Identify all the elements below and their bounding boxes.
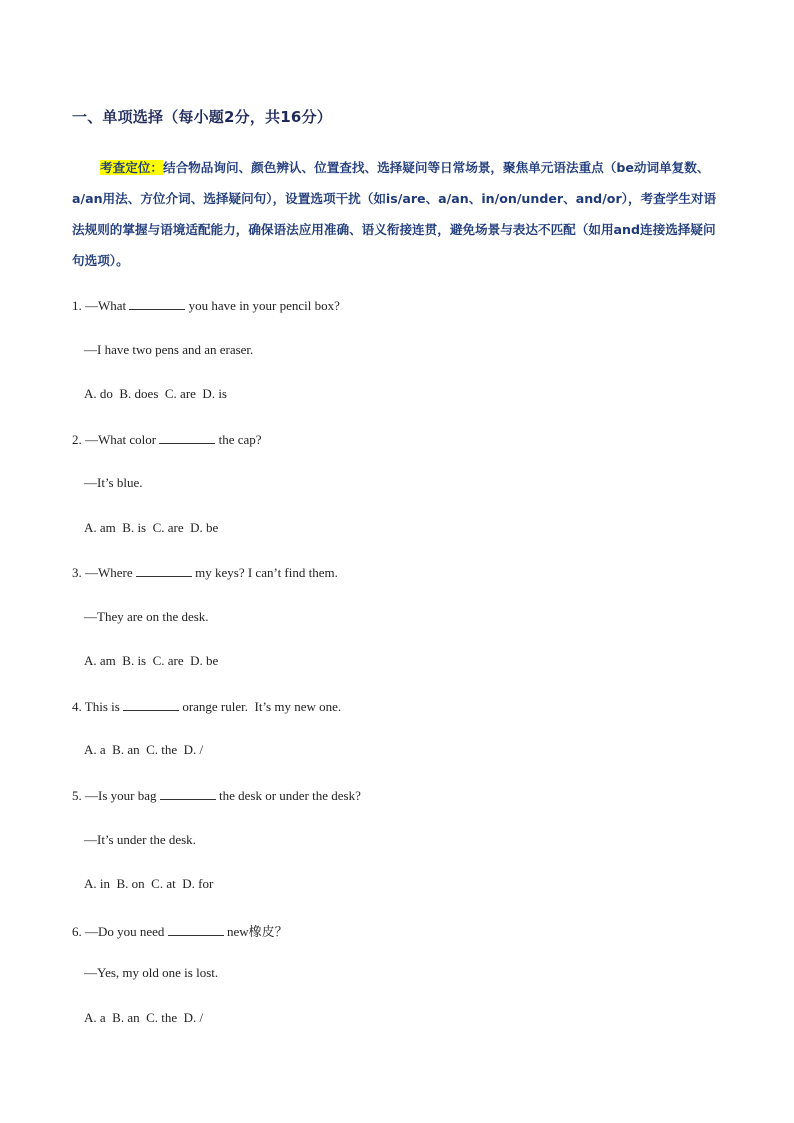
answer-blank — [159, 431, 215, 444]
question-number: 3. — [72, 565, 82, 580]
question-6-reply: —Yes, my old one is lost. — [84, 965, 219, 980]
question-4-prompt — [72, 698, 341, 715]
section-title: 一、单项选择（每小题2分，共16分） — [72, 108, 332, 126]
question-5-prompt — [72, 787, 361, 804]
answer-blank — [129, 297, 185, 310]
question-2-prompt — [72, 431, 262, 448]
question-2-reply: —It’s blue. — [84, 475, 143, 490]
question-text-before: —Where — [85, 565, 133, 580]
question-number: 4. — [72, 699, 82, 714]
question-4-options: A. a B. an C. the D. / — [84, 742, 204, 757]
question-text-after: the desk or under the desk? — [219, 788, 361, 803]
question-text-before: —Do you need — [85, 924, 165, 939]
question-3-options: A. am B. is C. are D. be — [84, 653, 219, 668]
question-text-after: my keys? I can’t find them. — [195, 565, 338, 580]
question-3-reply: —They are on the desk. — [84, 609, 209, 624]
question-text-after: you have in your pencil box? — [188, 298, 340, 313]
question-number: 1. — [72, 298, 82, 313]
question-text-before: This is — [84, 699, 120, 714]
question-6-options: A. a B. an C. the D. / — [84, 1010, 204, 1025]
question-text-after: new橡皮？ — [226, 924, 288, 939]
question-text-before: —Is your bag — [85, 788, 157, 803]
question-text-before: —What color — [85, 432, 157, 447]
question-2-options: A. am B. is C. are D. be — [84, 520, 219, 535]
question-number: 5. — [72, 788, 82, 803]
question-text-before: —What — [85, 298, 127, 313]
question-5-reply: —It’s under the desk. — [84, 832, 196, 847]
question-6-prompt — [72, 921, 288, 940]
answer-blank — [160, 787, 216, 800]
answer-blank — [123, 698, 179, 711]
question-1-prompt — [72, 297, 340, 314]
answer-blank — [136, 564, 192, 577]
question-number: 2. — [72, 432, 82, 447]
question-text-after: the cap? — [218, 432, 262, 447]
question-5-options: A. in B. on C. at D. for — [84, 876, 214, 891]
answer-blank — [168, 923, 224, 936]
focus-label: 考查定位： — [100, 160, 163, 175]
focus-text: 结合物品询问、颜色辨认、位置查找、选择疑问等日常场景，聚焦单元语法重点（be动词单复数、a/an用法、方位介词、选择疑问句），设置选项干扰（如is/are、a/an、in/on/under、and/or），考查学生对语法规则的掌握与语境适配能力，确保语法应用准确、语义衔接连贯，避免场景与表达不匹配（如用and连接选择疑问句选项）。 — [72, 160, 717, 268]
question-text-after: orange ruler. It’s my new one. — [182, 699, 342, 714]
focus-paragraph — [72, 152, 722, 276]
question-1-options: A. do B. does C. are D. is — [84, 386, 227, 401]
question-3-prompt — [72, 564, 338, 581]
question-1-reply: —I have two pens and an eraser. — [84, 342, 254, 357]
question-number: 6. — [72, 924, 82, 939]
